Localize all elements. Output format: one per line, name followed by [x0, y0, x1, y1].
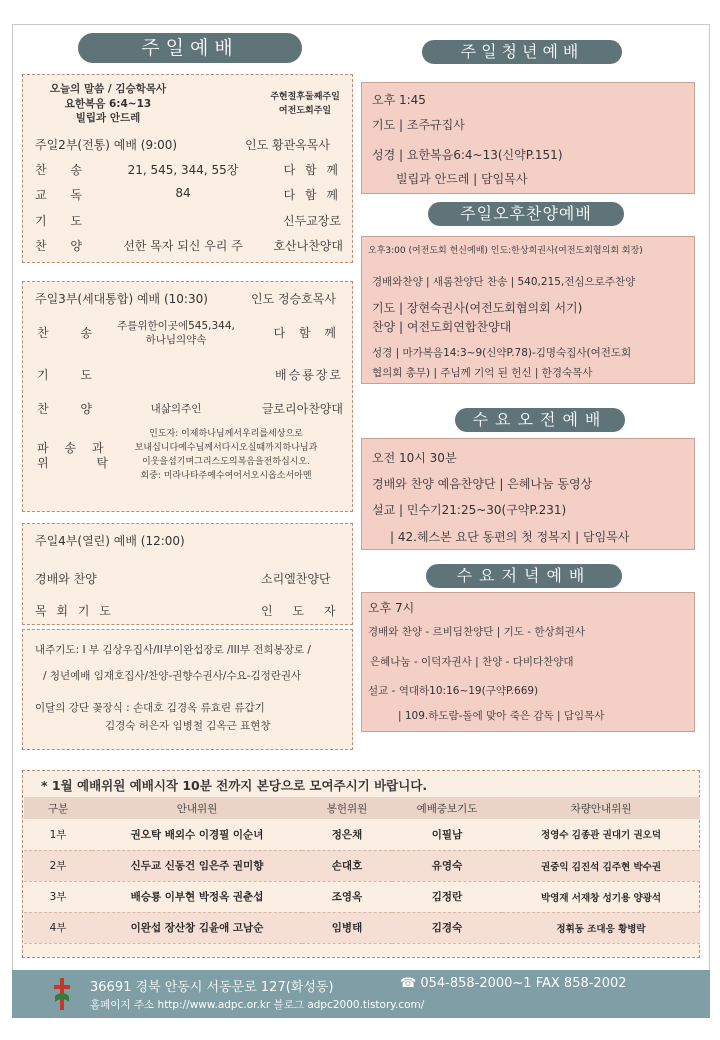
mission-sunday: 여전도회주일: [278, 106, 332, 116]
table-cell: 손대호: [302, 850, 392, 881]
table-cell: 4부: [24, 912, 92, 943]
order-who: 호산나찬양대: [273, 239, 343, 253]
order-label: 기 도: [35, 214, 92, 228]
hymn-label: 찬 송: [37, 326, 106, 340]
table-cell: 이완섭 장산창 김윤애 고남순: [92, 912, 302, 943]
column-header: 봉헌위원: [302, 797, 392, 819]
sending-text-line: 이웃을섬기며그리스도의복음을전하십시오.: [141, 457, 311, 467]
sermon-scripture: 요한복음 6:4~13: [64, 98, 152, 110]
order-value: 선한 목자 되신 우리 주: [123, 239, 243, 253]
prayer-schedule-line-2: / 청년예배 임재호집사/찬양-권향수권사/수요-김정란권사: [43, 670, 302, 682]
praise-who: 글로리아찬양대: [261, 402, 343, 416]
wed-am-line: 경배와 찬양 예음찬양단 | 은혜나눔 동영상: [372, 477, 593, 491]
footer-web[interactable]: 홈페이지 주소 http://www.adpc.or.kr 블로그 adpc2000.tistory.com/: [90, 999, 425, 1011]
table-cell: 신두교 신동건 임은주 권미향: [92, 850, 302, 881]
service-4-box: [22, 523, 353, 625]
table-cell: 유영숙: [392, 850, 502, 881]
praise-line: 오후3:00 (여전도회 헌신예배) 인도:한상희권사(여전도회협의회 회장): [368, 246, 643, 256]
table-row: [24, 881, 700, 912]
praise-line: 성경 | 마가복음14:3~9(신약P.78)-김명숙집사(여전도회: [372, 347, 632, 359]
sunday-worship-title-text: 주일예배: [141, 37, 239, 59]
service-2-heading: 주일2부(전통) 예배 (9:00): [35, 138, 178, 152]
column-header: 안내위원: [92, 797, 302, 819]
wed-pm-line: 설교 - 역대하10:16~19(구약P.669): [368, 685, 539, 697]
footer-bar: [12, 970, 710, 1018]
wednesday-morning-box: [361, 438, 695, 550]
pastoral-prayer-label: 목 회 기 도: [35, 604, 114, 618]
youth-time: 오후 1:45: [372, 93, 426, 107]
table-cell: 배승룡 이부현 박정옥 권춘섭: [92, 881, 302, 912]
table-cell: 권오탁 배외수 이경필 이순녀: [92, 819, 302, 850]
sending-label-2: 위 탁: [37, 456, 130, 470]
table-cell: 정영수 김종관 권대기 권오덕: [502, 819, 700, 850]
service-3-heading: 주일3부(세대통합) 예배 (10:30): [35, 292, 208, 306]
altar-flowers-line-1: 이달의 강단 꽃장식 : 손대호 김경옥 류효린 류갑기: [35, 702, 265, 714]
wednesday-evening-title-text: 수요저녁예배: [456, 566, 592, 585]
table-cell: 2부: [24, 850, 92, 881]
table-row: [24, 912, 700, 943]
liturgical-sunday: 주현절후둘째주일: [270, 92, 340, 102]
table-cell: 정휘동 조대응 황병락: [502, 912, 700, 943]
order-label: 교 독: [35, 188, 92, 202]
praise-line: 협의회 총무) | 주님께 기억 된 헌신 | 한경숙목사: [372, 367, 593, 379]
wed-pm-line: | 109.하도람-돌에 맞아 죽은 감독 | 담임목사: [398, 710, 605, 722]
service-2-leader: 인도 황관옥목사: [245, 138, 330, 152]
youth-worship-box: [361, 82, 695, 194]
table-cell: 김경숙: [392, 912, 502, 943]
notices-box: [22, 629, 353, 750]
service-3-box: [22, 281, 353, 512]
altar-flowers-line-2: 김경숙 허은자 임병철 김옥근 표현창: [105, 720, 271, 732]
wed-pm-line: 은혜나눔 - 이덕자권사 | 찬양 - 다비다찬양대: [370, 656, 574, 668]
wednesday-morning-title-text: 수요오전예배: [472, 410, 608, 429]
table-cell: 이필남: [392, 819, 502, 850]
afternoon-praise-title: [428, 202, 624, 226]
youth-prayer: 기도 | 조주규집사: [372, 118, 465, 132]
wed-am-line: 설교 | 민수기21:25~30(구약P.231): [372, 503, 567, 517]
wed-pm-line: 경배와 찬양 - 르비딤찬양단 | 기도 - 한상희권사: [368, 626, 586, 638]
order-label: 찬 양: [35, 239, 92, 253]
table-cell: 박영재 서재창 성기용 양광석: [502, 881, 700, 912]
sending-text-line: 회중: 미라나타주예수여어서오시옵소서아멘: [140, 471, 312, 481]
sermon-title: 빌립과 안드레: [75, 112, 141, 124]
hymn-who: 다 함 께: [273, 326, 341, 340]
afternoon-praise-box: [361, 236, 695, 384]
table-cell: 임병태: [302, 912, 392, 943]
prayer-who: 배승룡장로: [275, 368, 343, 382]
youth-worship-title: [422, 40, 622, 64]
committee-heading: * 1월 예배위원 예배시작 10분 전까지 본당으로 모여주시기 바랍니다.: [41, 778, 428, 793]
service-4-heading: 주일4부(열린) 예배 (12:00): [35, 534, 185, 548]
praise-line: 기도 | 장현숙권사(여전도회협의회 서기): [372, 301, 583, 315]
table-cell: 조영옥: [302, 881, 392, 912]
hymn-value-1: 주를위한이곳에545,344,: [117, 320, 235, 332]
column-header: 차량안내위원: [502, 797, 700, 819]
order-who: 다 함 께: [283, 188, 341, 202]
worship-praise-label: 경배와 찬양: [35, 572, 97, 586]
sending-text-line: 보내십니다예수님께서다시오실때까지하나님과: [134, 443, 318, 453]
table-cell: 김정란: [392, 881, 502, 912]
sermon-speaker: 오늘의 말씀 / 김승학목사: [49, 83, 167, 95]
table-cell: 1부: [24, 819, 92, 850]
sending-text-line: 인도자: 이제하나님께서우리를세상으로: [149, 429, 303, 439]
order-label: 찬 송: [35, 163, 92, 177]
afternoon-praise-title-text: 주일오후찬양예배: [460, 204, 592, 223]
order-who: 다 함 께: [283, 163, 341, 177]
table-row: [24, 819, 700, 850]
wed-am-time: 오전 10시 30분: [372, 451, 457, 465]
youth-sermon: 빌립과 안드레 | 담임목사: [396, 172, 528, 186]
column-header: 구분: [24, 797, 92, 819]
order-value: 21, 545, 344, 55장: [127, 163, 239, 177]
sunday-worship-title: [78, 33, 302, 63]
youth-scripture: 성경 | 요한복음6:4~13(신약P.151): [372, 148, 563, 162]
order-who: 신두교장로: [283, 214, 341, 228]
praise-line: 찬양 | 여전도회연합찬양대: [372, 320, 512, 334]
hymn-value-2: 하나님의약속: [145, 334, 207, 346]
praise-line: 경배와찬양 | 새롬찬양단 찬송 | 540,215,전심으로주찬양: [372, 276, 636, 288]
wednesday-morning-title: [455, 408, 625, 432]
footer-phone: ☎ 054-858-2000~1 FAX 858-2002: [400, 976, 627, 991]
table-cell: 정은채: [302, 819, 392, 850]
sending-label-1: 파 송 과: [37, 441, 110, 455]
wednesday-evening-title: [426, 564, 622, 588]
service-2-box: [22, 74, 353, 263]
column-header: 예배중보기도: [392, 797, 502, 819]
church-cross-logo-icon: [52, 976, 72, 1012]
wed-pm-time: 오후 7시: [368, 601, 415, 615]
table-row: [24, 850, 700, 881]
table-cell: 3부: [24, 881, 92, 912]
praise-value: 내삶의주인: [150, 403, 202, 415]
table-cell: 권중익 김진석 김주현 박수권: [502, 850, 700, 881]
order-value: 84: [175, 186, 191, 200]
praise-label: 찬 양: [37, 402, 106, 416]
prayer-schedule-line-1: 내주기도: I 부 김상우집사/II부이완섭장로 /III부 전희봉장로 /: [35, 644, 311, 656]
table-header-row: [24, 797, 700, 819]
wed-am-line: | 42.헤스본 요단 동편의 첫 정복지 | 담임목사: [390, 530, 630, 544]
youth-worship-title-text: 주일청년예배: [460, 42, 584, 61]
footer-address: 36691 경북 안동시 서동문로 127(화성동): [90, 980, 334, 995]
wednesday-evening-box: [361, 592, 695, 732]
committee-table: [24, 797, 700, 944]
worship-praise-team: 소리엘찬양단: [261, 572, 331, 586]
pastoral-prayer-who: 인 도 자: [261, 604, 344, 618]
prayer-label: 기 도: [37, 368, 106, 382]
service-3-leader: 인도 정승호목사: [251, 292, 336, 306]
